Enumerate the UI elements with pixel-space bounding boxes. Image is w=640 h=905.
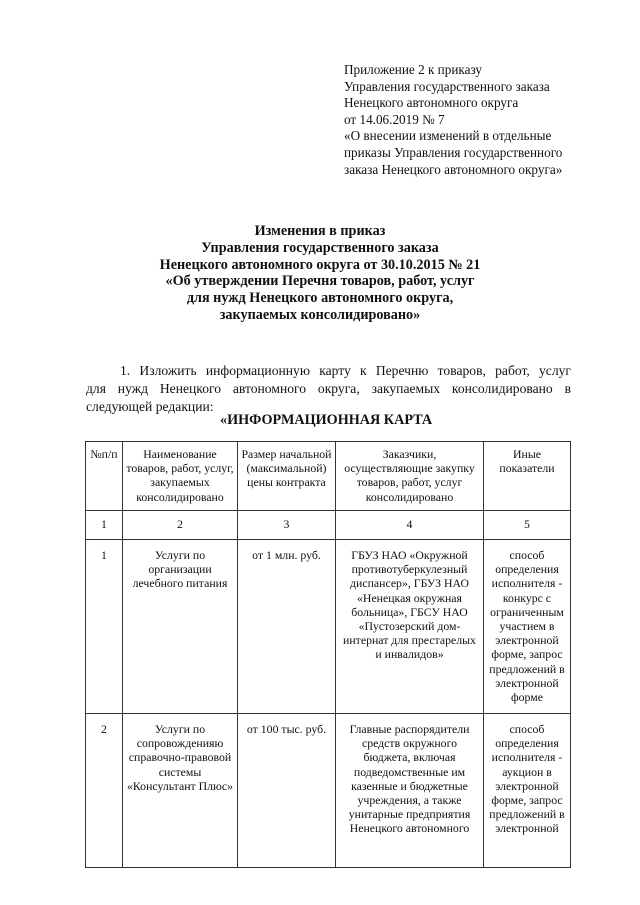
header-cell-other: Иные показатели bbox=[484, 442, 571, 511]
header-cell-num: №п/п bbox=[86, 442, 123, 511]
body-paragraph bbox=[86, 362, 571, 417]
appendix-header bbox=[344, 62, 634, 178]
appendix-line: Ненецкого автономного округа bbox=[344, 95, 519, 111]
header-cell-customers: Заказчики, осуществляющие закупку товаров, работ, услуг консолидировано bbox=[336, 442, 484, 511]
paragraph-line: следующей редакции: bbox=[86, 399, 214, 415]
header-cell-name: Наименование товаров, работ, услуг, закупаемых консолидировано bbox=[123, 442, 238, 511]
title-line: Ненецкого автономного округа от 30.10.2015 № 21 bbox=[159, 256, 481, 273]
cell-name: Услуги по сопровожденияю справочно-правовой системы «Консультант Плюс» bbox=[123, 714, 238, 868]
column-number: 4 bbox=[336, 511, 484, 540]
column-number: 5 bbox=[484, 511, 571, 540]
paragraph-line: для нужд Ненецкого автономного округа, закупаемых консолидировано в bbox=[86, 381, 571, 397]
cell-other: способ определения исполнителя - конкурс с ограниченным участием в электронной форме, запрос предложений в электронной форме bbox=[484, 540, 571, 714]
appendix-line: «О внесении изменений в отдельные bbox=[344, 128, 552, 144]
appendix-line: заказа Ненецкого автономного округа» bbox=[344, 161, 563, 177]
appendix-line: приказы Управления государственного bbox=[344, 144, 563, 160]
column-number: 2 bbox=[123, 511, 238, 540]
cell-name: Услуги по организации лечебного питания bbox=[123, 540, 238, 714]
info-card-table bbox=[85, 441, 571, 868]
title-line: закупаемых консолидировано» bbox=[219, 306, 421, 323]
column-number: 1 bbox=[86, 511, 123, 540]
header-cell-price: Размер начальной (максимальной) цены контракта bbox=[238, 442, 336, 511]
cell-customers: ГБУЗ НАО «Окружной противотуберкулезный диспансер», ГБУЗ НАО «Ненецкая окружная больница», ГБСУ НАО «Пустозерский дом-интернат для престарелых и инвалидов» bbox=[336, 540, 484, 714]
appendix-line: от 14.06.2019 № 7 bbox=[344, 111, 445, 127]
title-line: Управления государственного заказа bbox=[201, 239, 439, 256]
title-line: Изменения в приказ bbox=[254, 223, 386, 239]
cell-customers: Главные распорядители средств окружного бюджета, включая подведомственные им казенные и бюджетные учреждения, а также унитарные предприятия Ненецкого автономного bbox=[336, 714, 484, 868]
appendix-line: Приложение 2 к приказу bbox=[344, 62, 482, 77]
cell-num: 2 bbox=[86, 714, 123, 868]
cell-other: способ определения исполнителя - аукцион в электронной форме, запрос предложений в электронной bbox=[484, 714, 571, 868]
cell-price: от 1 млн. руб. bbox=[238, 540, 336, 714]
paragraph-line: 1. Изложить информационную карту к Перечню товаров, работ, услуг bbox=[120, 363, 571, 378]
table-row bbox=[86, 540, 571, 714]
table-column-numbers-row bbox=[86, 511, 571, 540]
document-title bbox=[60, 223, 580, 324]
info-card-title: «ИНФОРМАЦИОННАЯ КАРТА bbox=[220, 412, 433, 428]
cell-num: 1 bbox=[86, 540, 123, 714]
cell-price: от 100 тыс. руб. bbox=[238, 714, 336, 868]
table-row bbox=[86, 714, 571, 868]
table-header-row bbox=[86, 442, 571, 511]
title-line: «Об утверждении Перечня товаров, работ, услуг bbox=[165, 273, 475, 290]
appendix-line: Управления государственного заказа bbox=[344, 78, 550, 94]
column-number: 3 bbox=[238, 511, 336, 540]
title-line: для нужд Ненецкого автономного округа, bbox=[186, 290, 454, 307]
